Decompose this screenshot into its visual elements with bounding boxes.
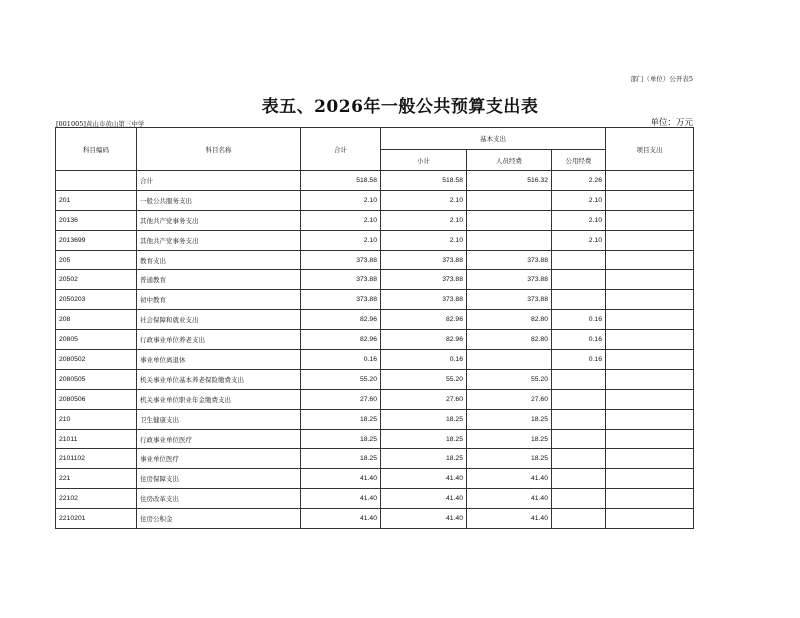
unit-label: 单位：万元 — [650, 118, 693, 128]
table-row — [56, 409, 694, 429]
cell-subtotal: 2.10 — [381, 190, 467, 210]
cell-total: 27.60 — [301, 389, 381, 409]
budget-table — [55, 127, 694, 529]
cell-subtotal: 55.20 — [381, 369, 467, 389]
cell-project — [606, 389, 694, 409]
header-project: 项目支出 — [606, 128, 694, 171]
cell-public — [552, 429, 606, 449]
cell-total: 2.10 — [301, 210, 381, 230]
cell-project — [606, 250, 694, 270]
cell-project — [606, 469, 694, 489]
cell-personnel: 373.88 — [467, 250, 552, 270]
cell-personnel: 82.80 — [467, 310, 552, 330]
cell-code: 2101102 — [56, 449, 137, 469]
cell-personnel: 41.40 — [467, 489, 552, 509]
cell-code: 210 — [56, 409, 137, 429]
table-row — [56, 429, 694, 449]
cell-personnel — [467, 190, 552, 210]
cell-subtotal: 518.58 — [381, 171, 467, 191]
header-public: 公用经费 — [552, 150, 606, 171]
cell-total: 373.88 — [301, 250, 381, 270]
table-row — [56, 171, 694, 191]
cell-public: 0.16 — [552, 310, 606, 330]
cell-subtotal: 18.25 — [381, 449, 467, 469]
table-row — [56, 449, 694, 469]
cell-public — [552, 290, 606, 310]
table-row — [56, 310, 694, 330]
cell-name: 行政事业单位养老支出 — [137, 330, 301, 350]
cell-code: 2210201 — [56, 509, 137, 529]
header-code: 科目编码 — [56, 128, 137, 171]
cell-public: 2.10 — [552, 230, 606, 250]
table-row — [56, 369, 694, 389]
table-row — [56, 509, 694, 529]
cell-project — [606, 350, 694, 370]
cell-subtotal: 27.60 — [381, 389, 467, 409]
cell-personnel: 82.80 — [467, 330, 552, 350]
cell-project — [606, 449, 694, 469]
cell-name: 社会保障和就业支出 — [137, 310, 301, 330]
cell-project — [606, 489, 694, 509]
table-row — [56, 230, 694, 250]
cell-project — [606, 210, 694, 230]
cell-project — [606, 330, 694, 350]
cell-code: 2080502 — [56, 350, 137, 370]
cell-subtotal: 18.25 — [381, 409, 467, 429]
cell-public — [552, 449, 606, 469]
cell-name: 行政事业单位医疗 — [137, 429, 301, 449]
cell-total: 2.10 — [301, 230, 381, 250]
cell-code: 22102 — [56, 489, 137, 509]
cell-code: 208 — [56, 310, 137, 330]
cell-personnel — [467, 230, 552, 250]
table-row — [56, 190, 694, 210]
header-subtotal: 小计 — [381, 150, 467, 171]
cell-subtotal: 82.96 — [381, 310, 467, 330]
cell-subtotal: 41.40 — [381, 509, 467, 529]
cell-total: 518.58 — [301, 171, 381, 191]
table-row — [56, 350, 694, 370]
cell-public: 2.10 — [552, 190, 606, 210]
cell-personnel: 55.20 — [467, 369, 552, 389]
table-row — [56, 270, 694, 290]
cell-public: 0.16 — [552, 350, 606, 370]
cell-code: 2050203 — [56, 290, 137, 310]
cell-public — [552, 389, 606, 409]
cell-total: 55.20 — [301, 369, 381, 389]
cell-personnel: 27.60 — [467, 389, 552, 409]
cell-personnel: 18.25 — [467, 409, 552, 429]
header-basic: 基本支出 — [381, 128, 606, 150]
cell-code: 221 — [56, 469, 137, 489]
cell-code: 20136 — [56, 210, 137, 230]
cell-personnel: 373.88 — [467, 270, 552, 290]
cell-name: 机关事业单位基本养老保险缴费支出 — [137, 369, 301, 389]
cell-name: 一般公共服务支出 — [137, 190, 301, 210]
cell-code: 205 — [56, 250, 137, 270]
cell-total: 82.96 — [301, 310, 381, 330]
table-row — [56, 250, 694, 270]
cell-total: 41.40 — [301, 509, 381, 529]
cell-personnel: 18.25 — [467, 449, 552, 469]
cell-project — [606, 310, 694, 330]
cell-personnel: 41.40 — [467, 469, 552, 489]
cell-name: 合计 — [137, 171, 301, 191]
cell-code: 21011 — [56, 429, 137, 449]
cell-subtotal: 373.88 — [381, 270, 467, 290]
cell-name: 初中教育 — [137, 290, 301, 310]
cell-public — [552, 270, 606, 290]
cell-project — [606, 369, 694, 389]
cell-public — [552, 369, 606, 389]
cell-personnel — [467, 210, 552, 230]
cell-public: 0.16 — [552, 330, 606, 350]
cell-name: 住房公积金 — [137, 509, 301, 529]
cell-project — [606, 230, 694, 250]
cell-name: 事业单位医疗 — [137, 449, 301, 469]
cell-personnel: 516.32 — [467, 171, 552, 191]
table-reference: 部门（单位）公开表5 — [630, 75, 693, 83]
cell-total: 41.40 — [301, 469, 381, 489]
table-row — [56, 210, 694, 230]
cell-project — [606, 290, 694, 310]
cell-project — [606, 171, 694, 191]
cell-personnel — [467, 350, 552, 370]
cell-code: 20502 — [56, 270, 137, 290]
header-name: 科目名称 — [137, 128, 301, 171]
cell-name: 机关事业单位职业年金缴费支出 — [137, 389, 301, 409]
header-total: 合计 — [301, 128, 381, 171]
table-row — [56, 469, 694, 489]
cell-code — [56, 171, 137, 191]
cell-name: 卫生健康支出 — [137, 409, 301, 429]
cell-name: 住房改革支出 — [137, 489, 301, 509]
cell-public — [552, 469, 606, 489]
cell-public: 2.26 — [552, 171, 606, 191]
cell-total: 373.88 — [301, 290, 381, 310]
cell-total: 18.25 — [301, 409, 381, 429]
cell-subtotal: 41.40 — [381, 469, 467, 489]
cell-subtotal: 373.88 — [381, 250, 467, 270]
cell-total: 18.25 — [301, 449, 381, 469]
cell-code: 2013699 — [56, 230, 137, 250]
cell-public — [552, 509, 606, 529]
cell-total: 0.16 — [301, 350, 381, 370]
cell-subtotal: 18.25 — [381, 429, 467, 449]
cell-name: 其他共产党事务支出 — [137, 230, 301, 250]
cell-project — [606, 409, 694, 429]
cell-name: 事业单位离退休 — [137, 350, 301, 370]
cell-total: 18.25 — [301, 429, 381, 449]
cell-project — [606, 509, 694, 529]
cell-total: 41.40 — [301, 489, 381, 509]
cell-code: 2080506 — [56, 389, 137, 409]
cell-total: 2.10 — [301, 190, 381, 210]
cell-subtotal: 2.10 — [381, 230, 467, 250]
header-personnel: 人员经费 — [467, 150, 552, 171]
table-row — [56, 389, 694, 409]
cell-name: 普通教育 — [137, 270, 301, 290]
table-row — [56, 290, 694, 310]
table-body — [56, 171, 694, 529]
cell-total: 373.88 — [301, 270, 381, 290]
cell-code: 201 — [56, 190, 137, 210]
page-title: 表五、2026年一般公共预算支出表 — [261, 97, 539, 117]
table-row — [56, 330, 694, 350]
cell-subtotal: 373.88 — [381, 290, 467, 310]
cell-name: 教育支出 — [137, 250, 301, 270]
cell-subtotal: 82.96 — [381, 330, 467, 350]
cell-public — [552, 409, 606, 429]
cell-public — [552, 489, 606, 509]
cell-subtotal: 41.40 — [381, 489, 467, 509]
organization-label: [001005]黄山市黄山第三中学 — [56, 120, 145, 128]
cell-project — [606, 429, 694, 449]
cell-subtotal: 2.10 — [381, 210, 467, 230]
cell-personnel: 41.40 — [467, 509, 552, 529]
cell-name: 住房保障支出 — [137, 469, 301, 489]
cell-project — [606, 270, 694, 290]
cell-personnel: 18.25 — [467, 429, 552, 449]
cell-name: 其他共产党事务支出 — [137, 210, 301, 230]
cell-public — [552, 250, 606, 270]
cell-project — [606, 190, 694, 210]
cell-subtotal: 0.16 — [381, 350, 467, 370]
table-row — [56, 489, 694, 509]
cell-public: 2.10 — [552, 210, 606, 230]
cell-code: 20805 — [56, 330, 137, 350]
cell-code: 2080505 — [56, 369, 137, 389]
cell-total: 82.96 — [301, 330, 381, 350]
cell-personnel: 373.88 — [467, 290, 552, 310]
